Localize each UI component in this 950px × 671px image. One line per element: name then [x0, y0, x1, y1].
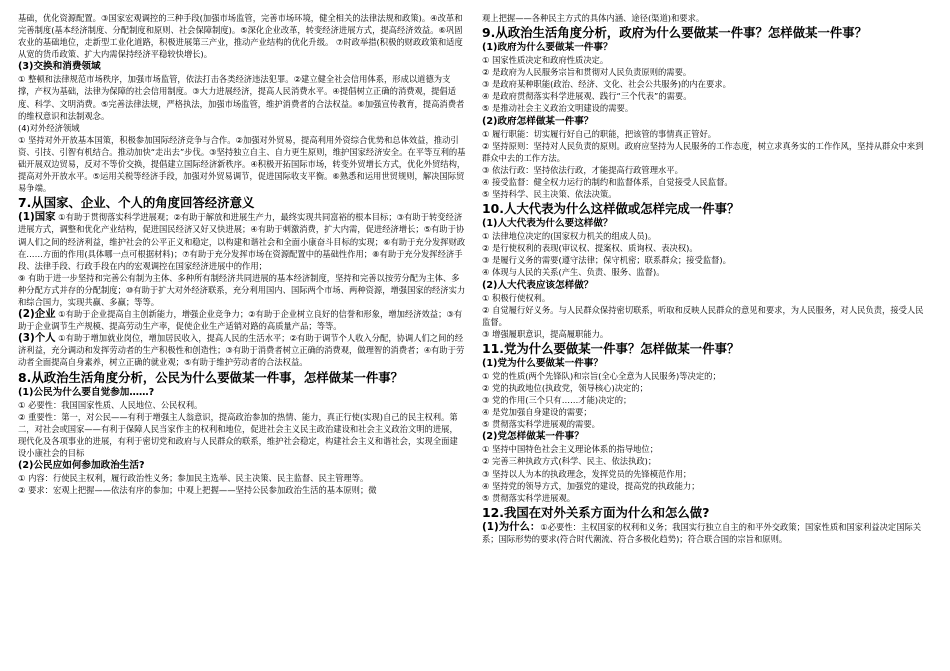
- paragraph-text: ①有助于企业提高自主创新能力，增强企业竞争力；②有助于企业树立良好的信誉和形象，增加经济效益；③有助于企业调节生产规模、提高劳动生产率，促使企业生产适销对路的高质量产品；等等。: [18, 309, 463, 332]
- inline-subheading: (3)个人: [18, 332, 56, 345]
- paragraph-with-heading: [482, 521, 930, 545]
- paragraph: ③ 是政府某种职能(政治、经济、文化、社会公共服务)的内在要求。: [482, 79, 731, 90]
- inline-subheading: (2)企业: [18, 308, 56, 321]
- paragraph-text: ①有助于增加就业岗位，增加居民收入，提高人民的生活水平；②有助于调节个人收入分配，协调人们之间的经济利益，充分调动和发挥劳动者的生产积极性和创造性；③有助于消费者树立正确的消费观，做理智的消费者；④有助于劳动者全面提高自身素养，树立正确的就业观；⑤有助于维护劳动者的合法权益。: [18, 333, 465, 368]
- subsection-heading: (2)公民应如何参加政治生活?: [18, 460, 145, 471]
- subsection-heading: (1)政府为什么要做某一件事？: [482, 42, 613, 54]
- paragraph: ① 坚持中国特色社会主义理论体系的指导地位；: [482, 444, 659, 455]
- paragraph-with-heading: [18, 211, 466, 271]
- paragraph: ④ 坚持党的领导方式，加强党的建设，提高党的执政能力；: [482, 480, 700, 491]
- section-heading: 10.人大代表为什么这样做或怎样完成一件事？: [482, 201, 740, 217]
- paragraph: ④ 接受监督：健全权力运行的制约和监督体系，自觉接受人民监督。: [482, 176, 733, 187]
- paragraph: ② 是行使权利的表现(审议权、提案权、质询权、表决权)。: [482, 243, 698, 254]
- paragraph: ② 完善三种执政方式(科学、民主、依法执政)；: [482, 456, 657, 467]
- paragraph: ① 履行职能：切实履行好自己的职能，把该管的事情真正管好。: [482, 128, 717, 139]
- paragraph-with-heading: [18, 332, 466, 368]
- paragraph: ① 整顿和法律规范市场秩序，加强市场监管，依法打击各类经济违法犯罪。②建立健全社会信用体系，形成以道德为支撑，产权为基础，法律为保障的社会信用制度。③大力进展经济，提高人民消费水平。④提倡树立正确的消费观，提倡适度、科学、文明消费。⑤完善法律法规，严格执法，加强市场监管，维护消费者的合法权益。⑥加强宣传教育，提高消费者的维权意识和法制观念。: [18, 74, 465, 121]
- paragraph: ① 积极行使权利。: [482, 292, 551, 303]
- paragraph-text: ①必要性：主权国家的权利和义务；我国实行独立自主的和平外交政策；国家性质和国家利益决定国际关系；国际形势的要求(符合时代潮流、符合多极化趋势)；符合联合国的宗旨和原则。: [482, 521, 922, 544]
- section-heading: 8.从政治生活角度分析，公民为什么要做某一件事，怎样做某一件事？: [18, 369, 404, 385]
- paragraph: ① 内容：行使民主权利，履行政治性义务；参加民主选举、民主决策、民主监督、民主管理等。: [18, 473, 369, 483]
- paragraph: ② 要求：宏观上把握——依法有序的参加；中观上把握——坚持公民参加政治生活的基本原则；微: [18, 485, 377, 496]
- section-heading: 7.从国家、企业、个人的角度回答经济意义: [18, 195, 255, 211]
- paragraph: ③ 增强履职意识，提高履职能力。: [482, 328, 609, 339]
- subsection-heading: (2)党怎样做某一件事？: [482, 431, 584, 443]
- paragraph: ② 党的执政地位(执政党，领导核心)决定的；: [482, 382, 648, 393]
- paragraph: 观上把握——各种民主方式的具体内涵、途径(渠道)和要求。: [482, 13, 705, 23]
- section-heading: 11.党为什么要做某一件事？怎样做某一件事？: [482, 340, 740, 356]
- subsection-heading: (2)人大代表应该怎样做？: [482, 279, 594, 291]
- paragraph: ⑤ 贯彻落实科学进展观的需要。: [482, 419, 600, 430]
- paragraph: ④ 是政府贯彻落实科学进展观、践行“三个代表”的需要。: [482, 91, 692, 102]
- paragraph: ① 法律地位决定的(国家权力机关的组成人员)。: [482, 231, 657, 242]
- paragraph: ③ 党的作用(三个只有……才能)决定的；: [482, 395, 632, 406]
- inline-subheading: (1)为什么：: [482, 520, 541, 533]
- paragraph: ② 坚持原则：坚持对人民负责的原则。政府应坚持为人民服务的工作态度，树立求真务实的工作作风，坚持从群众中来到群众中去的工作方法。: [482, 140, 924, 163]
- subsection-heading: (3)交换和消费领域: [18, 61, 101, 73]
- paragraph: ④ 体现与人民的关系(产生、负责、服务、监督)。: [482, 267, 665, 278]
- paragraph: ② 是政府为人民服务宗旨和贯彻对人民负责原则的需要。: [482, 67, 692, 78]
- subsection-heading: (1)人大代表为什么要这样做？: [482, 218, 613, 230]
- paragraph: 基础，优化资源配置。③国家宏观调控的三种手段(加强市场监管，完善市场环境，健全相关的法律法规和政策)。④改革和完善制度(基本经济制度、分配制度和原则、社会保障制度)。⑤深化企业改革，转变经济进展方式，提高经济效益。⑥巩固农业的基础地位，走新型工业化道路，积极进展第三产业，推动产业结构的优化升级。 ⑦时政举措(积极的财政政策和适度从宽的货币政策、扩大内需保持经济平稳较快增长)。: [18, 13, 463, 60]
- subsection-heading: (1)公民为什么要自觉参加……?: [18, 386, 155, 398]
- paragraph-text: ①有助于贯彻落实科学进展观；②有助于解放和进展生产力，最终实现共同富裕的根本目标；③有助于转变经济进展方式，调整和优化产业结构，促进国民经济又好又快进展；④有助于刺激消费，扩大内需，促进经济增长；⑤有助于协调人们之间的经济利益，维护社会的公平正义和稳定，以构建和谐社会和全面小康奋斗目标的实现；⑥有助于充分发挥财政在……方面的作用(具体哪一点可根据材料)；⑦有助于充分发挥市场在资源配置中的基础性作用；⑧有助于充分发挥经济手段、法律手段、行政手段在内的宏观调控在国家经济进展中的作用；: [18, 212, 466, 271]
- paragraph: ⑤ 是推动社会主义政治文明建设的需要。: [482, 103, 634, 114]
- section-heading: 9.从政治生活角度分析，政府为什么要做某一件事？怎样做某一件事？: [482, 25, 868, 41]
- paragraph: ⑤ 贯彻落实科学进展观。: [482, 492, 576, 503]
- paragraph: ④ 是党加强自身建设的需要；: [482, 407, 592, 418]
- section-heading: 12.我国在对外关系方面为什么和怎么做?: [482, 504, 710, 520]
- paragraph: ③ 是履行义务的需要(遵守法律；保守机密；联系群众；接受监督)。: [482, 255, 731, 266]
- paragraph-with-heading: [18, 308, 466, 332]
- paragraph: ① 党的性质(两个先锋队)和宗旨(全心全意为人民服务)等决定的；: [482, 370, 721, 381]
- paragraph: ③ 坚持以人为本的执政理念，发挥党员的先锋模范作用；: [482, 468, 692, 479]
- paragraph: ② 重要性：第一，对公民——有利于增强主人翁意识，提高政治参加的热情、能力，真正行使(实现)自己的民主权利。第二，对社会或国家——有利于保障人民当家作主的权利和地位，促进社会主义民主政治建设和社会主义政治文明的进展，现代化及各项事业的进展，有利于密切党和政府与人民群众的联系，维护社会稳定，构建社会主义和谐社会，实现全面建设小康社会的目标: [18, 411, 458, 458]
- paragraph: ① 坚持对外开放基本国策，积极参加国际经济竞争与合作。②加强对外贸易，提高利用外资综合优势和总体效益，推动引资、引技、引智有机结合。推动加快“走出去”步伐。③坚持独立自主、自力更生原则，维护国家经济安全。在平等互利的基础开展双边贸易，反对不等价交换，提倡建立国际经济新秩序。④积极开拓国际市场，转变外贸增长方式，优化外贸结构，提高对外开放水平。⑤运用关税等经济手段，加强对外贸易调节，促进国际收支平衡。⑥熟悉和运用世贸规则，解决国际贸易争端。: [18, 134, 466, 194]
- subsection-heading: (2)政府怎样做某一件事？: [482, 115, 594, 127]
- paragraph: ② 自觉履行好义务。与人民群众保持密切联系，听取和反映人民群众的意见和要求，为人民服务，对人民负责，接受人民监督。: [482, 304, 924, 327]
- paragraph: ① 必要性：我国国家性质、人民地位、公民权利。: [18, 399, 203, 410]
- paragraph: ① 国家性质决定和政府性质决定。: [482, 55, 609, 66]
- right-column: [482, 12, 930, 671]
- paragraph: ③ 依法行政：坚持依法行政，才能提高行政管理水平。: [482, 164, 683, 175]
- left-column: [18, 12, 466, 671]
- inline-subheading: (1)国家: [18, 211, 56, 224]
- paragraph: ⑤ 坚持科学、民主决策、依法决策。: [482, 189, 617, 200]
- subsection-heading: (1)党为什么要做某一件事？: [482, 357, 603, 369]
- paragraph: (4)对外经济领域: [18, 122, 80, 133]
- paragraph: ⑨ 有助于进一步坚持和完善公有制为主体、多种所有制经济共同进展的基本经济制度，坚持和完善以按劳分配为主体、多种分配方式并存的分配制度；⑩有助于扩大对外经济联系，充分利用国内、国际两个市场、两种资源，增强国家的经济实力和综合国力，实现共赢、多赢；等等。: [18, 272, 466, 307]
